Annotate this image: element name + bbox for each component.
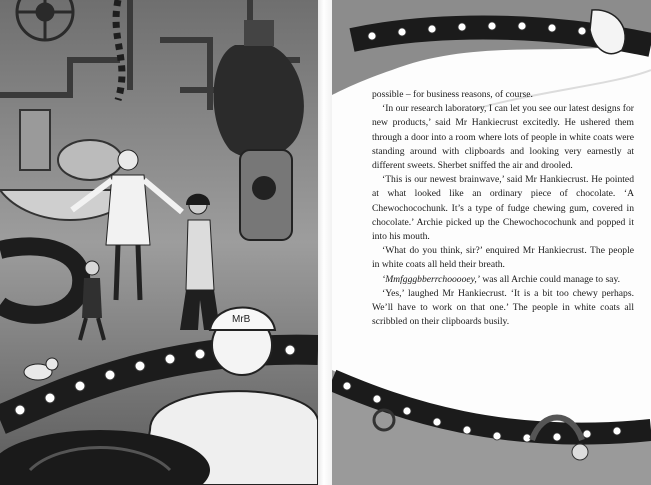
left-page-illustration xyxy=(0,0,318,485)
factory-illustration xyxy=(0,0,318,485)
paragraph: ‘Yes,’ laughed Mr Hankiecrust. ‘It is a bit too chewy perhaps. We’ll have to work on that one.’ The people in white coats all scribbled on their clipboards busily. xyxy=(372,287,634,328)
paragraph: possible – for business reasons, of course. xyxy=(372,89,533,100)
paragraph-rest: was all Archie could manage to say. xyxy=(479,273,621,285)
italic-sound: ‘Mmfgggbberrchooooey,’ xyxy=(382,273,480,285)
story-text xyxy=(372,88,634,329)
paragraph: ‘What do you think, sir?’ enquired Mr Hankiecrust. The people in white coats all held their breath. xyxy=(372,245,634,271)
paragraph xyxy=(372,273,634,287)
paragraph: ‘In our research laboratory, I can let you see our latest designs for new products,’ said Mr Hankiecrust excitedly. He ushered them through a door into a room where lots of people in white coats were standing around with clipboards and looking very earnestly at different sweets. Sherbet sniffed the air and drooled. xyxy=(372,103,634,172)
paragraph: ‘This is our newest brainwave,’ said Mr Hankiecrust. He pointed at what looked like an ordinary piece of chocolate. ‘A Chewochocochunk. It’s a type of fudge chewing gum, covered in chocolate.’ Archie picked up the Chewochocochunk and popped it into his mouth. xyxy=(372,174,634,243)
cap-lettering: MrB xyxy=(232,314,251,325)
right-page xyxy=(332,0,651,485)
page-gutter xyxy=(318,0,332,485)
